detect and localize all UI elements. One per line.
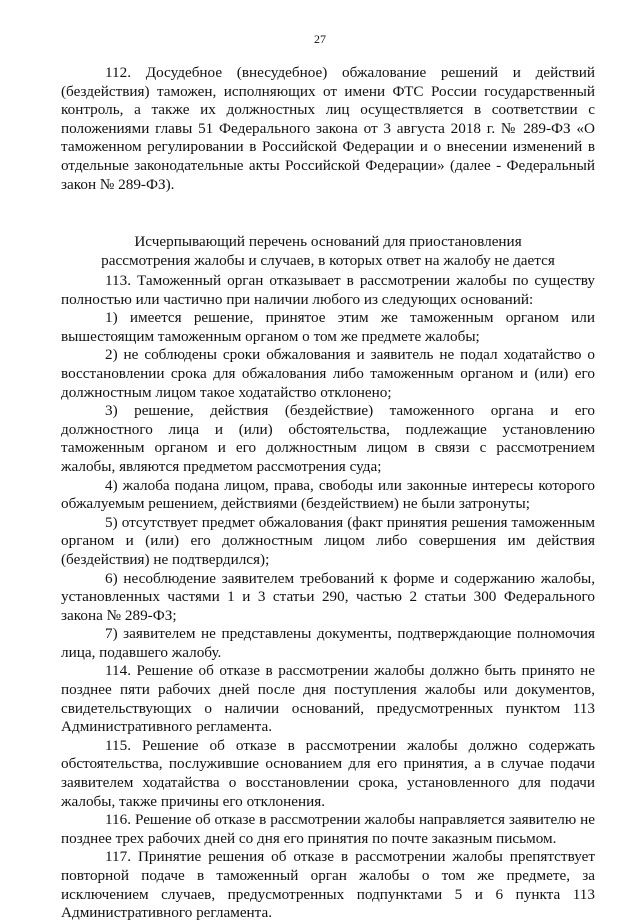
- paragraph-116: 116. Решение об отказе в рассмотрении жалобы направляется заявителю не позднее трех рабочих дней со дня его принятия по почте заказным письмом.: [61, 811, 595, 847]
- list-item-5: 5) отсутствует предмет обжалования (факт принятия решения таможенным органом и (или) его должностным лицом либо совершения им действия (бездействия) не подтвердился);: [61, 513, 595, 568]
- list-item-2: 2) не соблюдены сроки обжалования и заявитель не подал ходатайство о восстановлении срока для обжалования либо таможенным органом и (или) его должностным лицом такое ходатайство отклонено;: [61, 346, 595, 401]
- section-113-117: [61, 272, 595, 923]
- paragraph-114: 114. Решение об отказе в рассмотрении жалобы должно быть принято не позднее пяти рабочих дней после дня поступления жалобы или документов, свидетельствующих о наличии оснований, предусмотренных пунктом 113 Административного регламента.: [61, 662, 595, 736]
- paragraph-117: 117. Принятие решения об отказе в рассмотрении жалобы препятствует повторной подаче в таможенный орган жалобы о том же предмете, за исключением случаев, предусмотренных подпунктами 5 и 6 пункта 113 Административного регламента.: [61, 848, 595, 922]
- list-item-1: 1) имеется решение, принятое этим же таможенным органом или вышестоящим таможенным органом о том же предмете жалобы;: [61, 309, 595, 345]
- paragraph-115: 115. Решение об отказе в рассмотрении жалобы должно содержать обстоятельства, послужившие основанием для его принятия, а в случае подачи заявителем ходатайства о восстановлении срока, установленного для подачи жалобы, также причины его отклонения.: [61, 736, 595, 810]
- section-heading: [61, 233, 595, 270]
- list-item-6: 6) несоблюдение заявителем требований к форме и содержанию жалобы, установленных частями 1 и 3 статьи 290, частью 2 статьи 300 Федерального закона № 289-ФЗ;: [61, 569, 595, 624]
- section-112: [61, 64, 595, 194]
- heading-line-2: рассмотрения жалобы и случаев, в которых ответ на жалобу не дается: [101, 251, 555, 269]
- page-number: 27: [314, 32, 326, 46]
- list-item-3: 3) решение, действия (бездействие) таможенного органа и его должностного лица и (или) обстоятельства, подлежащие установлению таможенным органом и его должностным лицом в связи с рассмотрением жалобы, являются предметом рассмотрения суда;: [61, 402, 595, 475]
- paragraph-112: 112. Досудебное (внесудебное) обжалование решений и действий (бездействия) таможен, исполняющих от имени ФТС России государственный контроль, а также их должностных лиц осуществляется в соответствии с положениями главы 51 Федерального закона от 3 августа 2018 г. № 289-ФЗ «О таможенном регулировании в Российской Федерации и о внесении изменений в отдельные законодательные акты Российской Федерации» (далее - Федеральный закон № 289-ФЗ).: [61, 64, 595, 193]
- heading-line-1: Исчерпывающий перечень оснований для приостановления: [134, 233, 522, 250]
- paragraph-113: 113. Таможенный орган отказывает в рассмотрении жалобы по существу полностью или частично при наличии любого из следующих оснований:: [61, 272, 595, 308]
- list-item-4: 4) жалоба подана лицом, права, свободы или законные интересы которого обжалуемым решением, действиями (бездействием) не были затронуты;: [61, 476, 595, 513]
- list-item-7: 7) заявителем не представлены документы, подтверждающие полномочия лица, подавшего жалобу.: [61, 625, 595, 661]
